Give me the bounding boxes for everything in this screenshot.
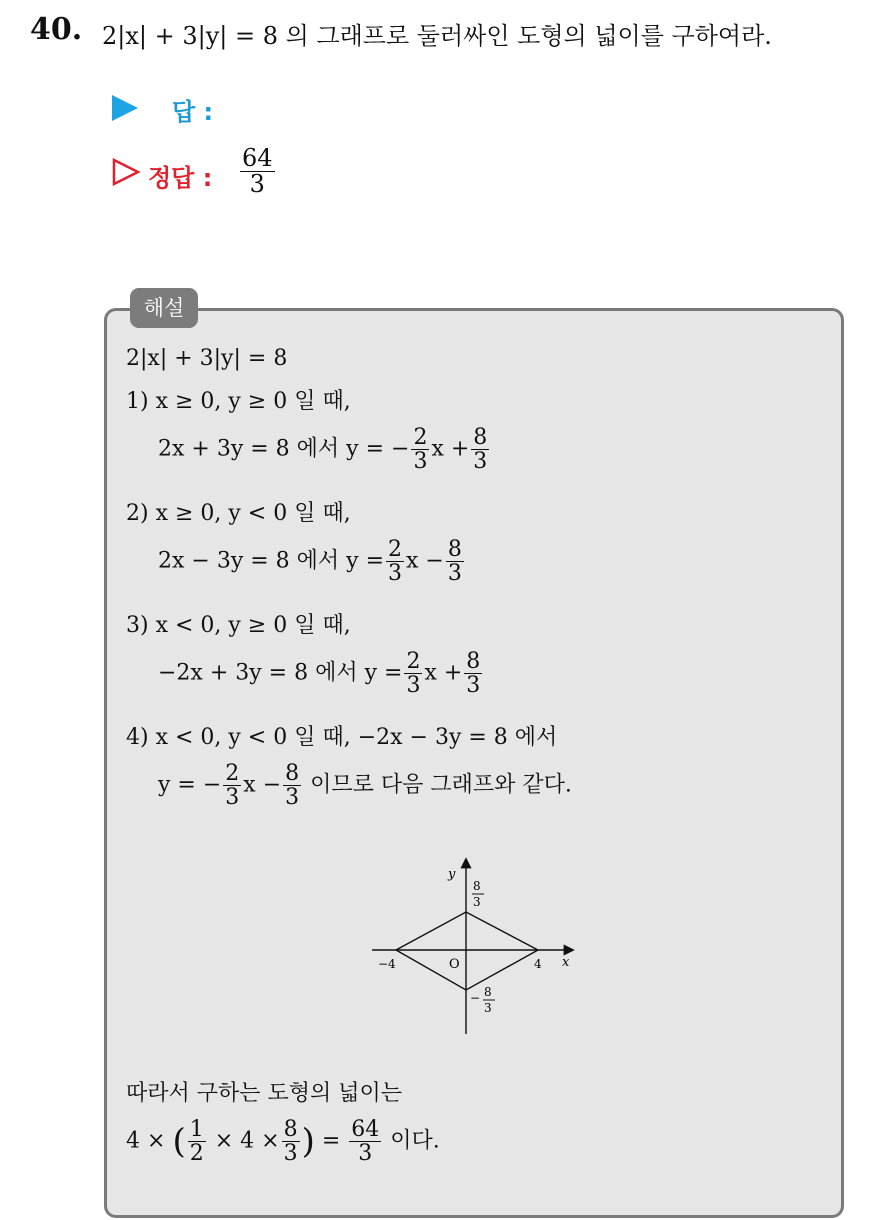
graph-top-n: 8 [473, 879, 481, 893]
explanation-intro: 2|x| + 3|y| = 8 [126, 346, 288, 371]
final-r-d: 3 [358, 1141, 373, 1167]
left-paren: ( [172, 1121, 186, 1162]
final-p1: 4 × [126, 1128, 166, 1154]
case-2-equation [158, 538, 466, 585]
case-4-n1: 2 [225, 761, 240, 786]
answer-arrow-icon [112, 95, 138, 121]
case-3-equation [158, 650, 484, 697]
right-paren: ) [301, 1121, 315, 1162]
case-4-mid: x − [243, 772, 282, 798]
case-3-n2: 8 [466, 649, 481, 674]
final-a-n: 1 [189, 1117, 204, 1142]
solution-arrow-icon [112, 158, 140, 186]
rhombus-graph [360, 852, 580, 1038]
final-b-n: 8 [283, 1117, 298, 1142]
answer-label: 답 : [172, 98, 214, 126]
case-2-d2: 3 [447, 561, 462, 587]
case-1-condition: 1) x ≥ 0, y ≥ 0 일 때, [126, 389, 351, 414]
case-1-eq-text: 2x + 3y = 8 에서 y = − [158, 436, 410, 462]
case-1-d1: 3 [413, 449, 428, 475]
case-4-eq-text: y = − [158, 772, 222, 798]
case-4-n2: 8 [285, 761, 300, 786]
rhombus-shape [396, 912, 538, 990]
final-r-n: 64 [351, 1117, 380, 1142]
case-1-d2: 3 [473, 449, 488, 475]
question-text [102, 16, 772, 51]
case-1-equation [158, 426, 491, 473]
final-p2: × 4 × [214, 1128, 280, 1154]
question-body: 의 그래프로 둘러싸인 도형의 넓이를 구하여라. [285, 22, 772, 50]
conclusion-text: 따라서 구하는 도형의 넓이는 [126, 1081, 403, 1106]
case-2-n2: 8 [447, 537, 462, 562]
case-1-n2: 8 [473, 425, 488, 450]
case-4-condition: 4) x < 0, y < 0 일 때, −2x − 3y = 8 에서 [126, 725, 558, 750]
graph-bot-d: 3 [484, 1001, 492, 1015]
case-4-d2: 3 [285, 785, 300, 811]
case-2-eq-text: 2x − 3y = 8 에서 y = [158, 548, 385, 574]
case-4-d1: 3 [225, 785, 240, 811]
explanation-tag: 해설 [130, 288, 198, 328]
case-2-mid: x − [406, 548, 444, 574]
case-3-d2: 3 [466, 673, 481, 699]
final-equation [126, 1118, 440, 1165]
case-3-n1: 2 [406, 649, 421, 674]
graph-bot-sign: − [470, 991, 481, 1005]
graph-origin: O [449, 957, 460, 972]
graph-bot-n: 8 [484, 985, 492, 999]
graph-x-label: x [562, 955, 570, 970]
final-b-d: 3 [283, 1141, 298, 1167]
case-4-tail: 이므로 다음 그래프와 같다. [310, 772, 572, 798]
graph-right-label: 4 [534, 957, 542, 971]
case-3-eq-text: −2x + 3y = 8 에서 y = [158, 660, 403, 686]
case-4-equation [158, 762, 572, 809]
solution-value [238, 146, 277, 197]
case-2-condition: 2) x ≥ 0, y < 0 일 때, [126, 501, 351, 526]
case-1-mid: x + [431, 436, 470, 462]
graph-top-d: 3 [473, 895, 481, 909]
final-p3: = [321, 1128, 341, 1154]
solution-denominator: 3 [249, 170, 265, 199]
final-tail: 이다. [390, 1128, 440, 1154]
question-number: 40. [30, 12, 83, 47]
graph-left-label: −4 [378, 957, 396, 971]
case-2-n1: 2 [388, 537, 403, 562]
case-1-n1: 2 [413, 425, 428, 450]
solution-label: 정답 : [148, 164, 213, 192]
case-3-d1: 3 [406, 673, 421, 699]
case-3-condition: 3) x < 0, y ≥ 0 일 때, [126, 613, 351, 638]
graph-y-label: y [448, 867, 456, 882]
case-3-mid: x + [424, 660, 463, 686]
solution-numerator: 64 [242, 144, 273, 172]
final-a-d: 2 [189, 1141, 204, 1167]
case-2-d1: 3 [388, 561, 403, 587]
question-equation: 2|x| + 3|y| = 8 [102, 22, 278, 50]
